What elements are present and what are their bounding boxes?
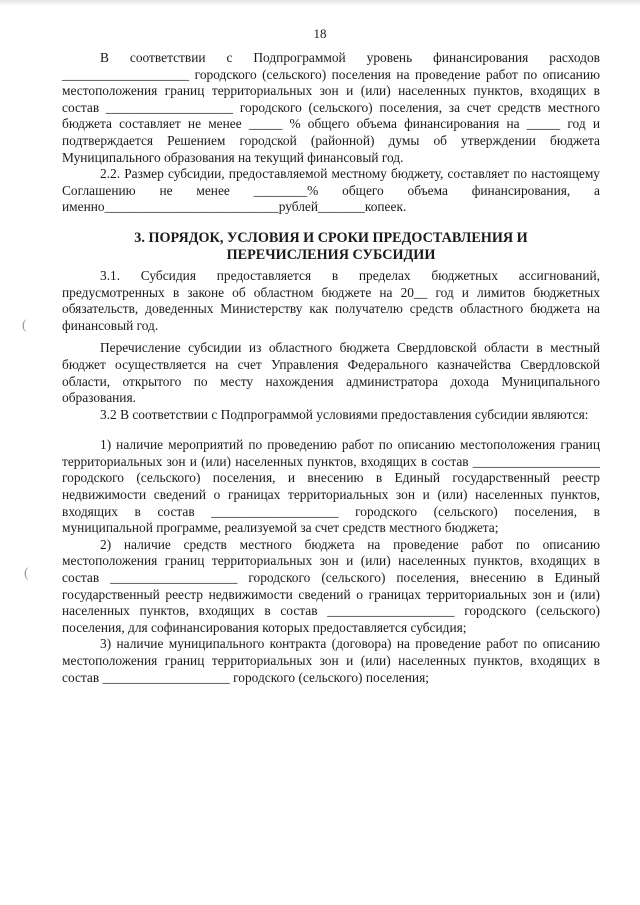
section-heading-line1: 3. ПОРЯДОК, УСЛОВИЯ И СРОКИ ПРЕДОСТАВЛЕНИЯ И (134, 229, 528, 246)
scan-edge (0, 0, 640, 6)
paragraph-transfer: Перечисление субсидии из областного бюджета Свердловской области в местный бюджет осуществляется на счет Управления Федерального казначейства Свердловской области, открытого по месту нахождения администратора дохода Муниципального образования. (62, 340, 600, 406)
page-number: 18 (313, 26, 327, 41)
paragraph-funding-level: В соответствии с Подпрограммой уровень финансирования расходов ___________________ городского (сельского) поселения на проведение работ по описанию местоположения границ территориальных зон и (или) населенных пунктов, входящих в состав ___________________ городского (сельского) поселения, за счет средств местного бюджета составляет не менее _____ % общего объема финансирования на _____ год и подтверждается Решением городской (районной) думы об утверждении бюджета Муниципального образования на текущий финансовый год. (62, 50, 600, 165)
spacer (62, 423, 600, 437)
spacer (62, 216, 600, 230)
document-body (62, 50, 600, 686)
section-heading (62, 230, 600, 264)
condition-3: 3) наличие муниципального контракта (договора) на проведение работ по описанию местоположения границ территориальных зон и (или) населенных пунктов, входящих в состав ___________________ городского (сельского) поселения; (62, 636, 600, 685)
section-heading-line2: ПЕРЕЧИСЛЕНИЯ СУБСИДИИ (226, 246, 436, 263)
margin-mark: ( (22, 318, 27, 333)
paragraph-2-2: 2.2. Размер субсидии, предоставляемой местному бюджету, составляет по настоящему Соглашению не менее ________% общего объема финансирования, а именно__________________________рублей_______копеек. (62, 166, 600, 215)
condition-2: 2) наличие средств местного бюджета на проведение работ по описанию местоположения границ территориальных зон и (или) населенных пунктов, входящих в состав ___________________ городского (сельского) поселения, внесению в Единый государственный реестр недвижимости сведений о границах территориальных зон и (или) населенных пунктов, входящих в состав ___________________ городского (сельского) поселения, для софинансирования которых предоставляется субсидия; (62, 536, 600, 635)
condition-1: 1) наличие мероприятий по проведению работ по описанию местоположения границ территориальных зон и (или) населенных пунктов, входящих в состав ___________________ городского (сельского) поселения, и внесению в Единый государственный реестр недвижимости сведений о границах территориальных зон и (или) населенных пунктов, входящих в состав ___________________ городского (сельского) поселения, в муниципальной программе, реализуемой за счет средств местного бюджета; (62, 437, 600, 536)
margin-mark: ( (24, 566, 29, 581)
paragraph-3-2: 3.2 В соответствии с Подпрограммой условиями предоставления субсидии являются: (100, 406, 589, 422)
paragraph-3-1: 3.1. Субсидия предоставляется в пределах бюджетных ассигнований, предусмотренных в законе об областном бюджете на 20__ год и лимитов бюджетных обязательств, доведенных Министерству как получателю средств областного бюджета на финансовый год. (62, 267, 600, 333)
